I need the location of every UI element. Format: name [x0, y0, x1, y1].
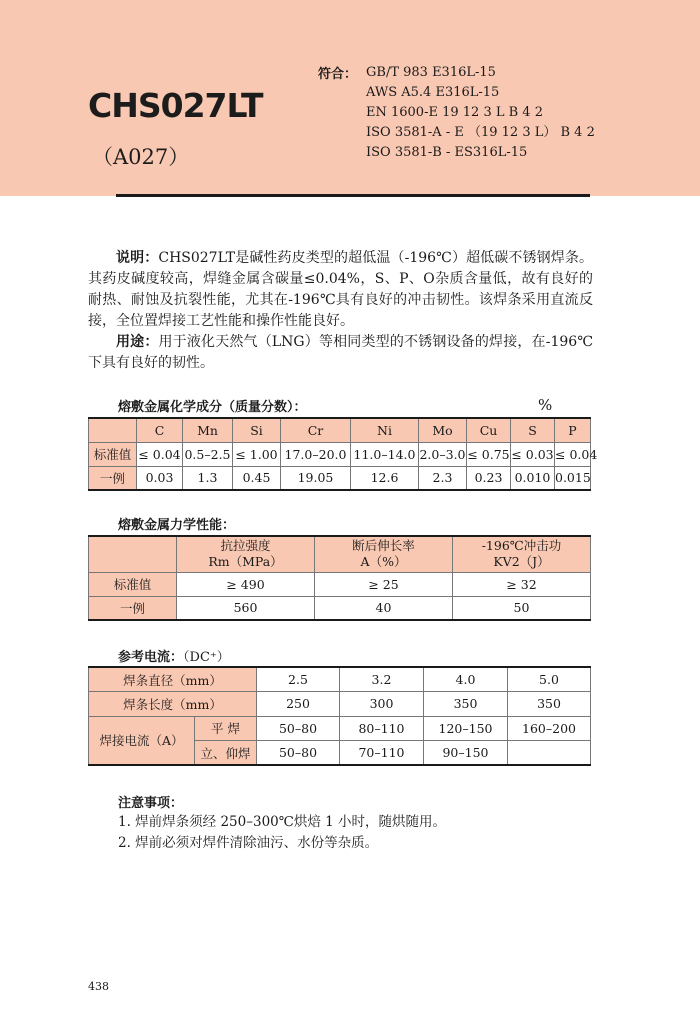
- standards-list: [366, 63, 595, 163]
- table-cell: ≥ 25: [315, 572, 453, 596]
- impact-header: [453, 536, 591, 572]
- element-header: S: [511, 418, 555, 442]
- table-row: [89, 692, 591, 717]
- mechanical-corner: [89, 536, 177, 572]
- table-cell: 300: [340, 692, 424, 717]
- current-unit: （DC⁺）: [183, 650, 230, 665]
- table-cell: 50–80: [257, 741, 340, 766]
- mechanical-header-row: [89, 536, 591, 572]
- current-title: [118, 646, 230, 665]
- table-cell: 80–110: [340, 716, 424, 741]
- current-label: 焊接电流（A）: [89, 716, 195, 765]
- element-header: Cr: [281, 418, 351, 442]
- standard-item: ISO 3581-B - ES316L-15: [366, 145, 528, 160]
- notes-title: 注意事项：: [118, 796, 184, 811]
- header-line: 抗拉强度: [220, 538, 271, 554]
- table-cell: [508, 741, 591, 766]
- row-label: 标准值: [89, 572, 177, 596]
- header-line: -196℃冲击功: [481, 538, 562, 554]
- usage-label: 用途：: [116, 334, 159, 350]
- element-header: Cu: [467, 418, 511, 442]
- table-cell: 350: [424, 692, 508, 717]
- chemical-corner: [89, 418, 137, 442]
- elongation-header: [315, 536, 453, 572]
- note-item: 1. 焊前焊条须经 250–300℃烘焙 1 小时，随烘随用。: [118, 814, 447, 830]
- element-header: C: [137, 418, 183, 442]
- table-cell: 0.23: [467, 466, 511, 490]
- table-cell: ≥ 32: [453, 572, 591, 596]
- table-cell: 2.0–3.0: [419, 442, 467, 466]
- table-cell: 3.2: [340, 667, 424, 692]
- product-alias: （A027）: [92, 145, 190, 169]
- table-cell: 50–80: [257, 716, 340, 741]
- usage-text: 用于液化天然气（LNG）等相同类型的不锈钢设备的焊接，在-196℃下具有良好的韧性。: [88, 334, 593, 371]
- standard-item: ISO 3581-A - E （19 12 3 L） B 4 2: [366, 125, 595, 140]
- table-row: [89, 716, 591, 741]
- table-cell: ≤ 0.75: [467, 442, 511, 466]
- row-label: 一例: [89, 596, 177, 620]
- table-cell: ≥ 490: [177, 572, 315, 596]
- element-header: Mo: [419, 418, 467, 442]
- table-cell: 4.0: [424, 667, 508, 692]
- row-label: 一例: [89, 466, 137, 490]
- notes-list: [118, 812, 446, 854]
- element-header: P: [555, 418, 591, 442]
- table-cell: 2.3: [419, 466, 467, 490]
- table-cell: ≤ 0.03: [511, 442, 555, 466]
- table-cell: 11.0–14.0: [351, 442, 419, 466]
- chemical-unit: %: [538, 396, 553, 414]
- table-row: [89, 466, 591, 490]
- length-label: 焊条长度（mm）: [89, 692, 257, 717]
- table-cell: 120–150: [424, 716, 508, 741]
- product-code: CHS027LT: [88, 86, 263, 125]
- header-line: KV2（J）: [493, 554, 550, 570]
- element-header: Mn: [183, 418, 233, 442]
- mechanical-title: 熔敷金属力学性能：: [118, 518, 236, 533]
- standard-item: AWS A5.4 E316L-15: [366, 85, 500, 100]
- table-cell: 70–110: [340, 741, 424, 766]
- header-line: A（%）: [360, 554, 407, 570]
- table-row: [89, 572, 591, 596]
- row-label: 标准值: [89, 442, 137, 466]
- description-text: CHS027LT是碱性药皮类型的超低温（-196℃）超低碳不锈钢焊条。其药皮碱度较高，焊缝金属含碳量≤0.04%，S、P、O杂质含量低，故有良好的耐热、耐蚀及抗裂性能，尤其在-196℃具有良好的冲击韧性。该焊条采用直流反接，全位置焊接工艺性能和操作性能良好。: [88, 250, 594, 329]
- mechanical-table: [88, 535, 591, 621]
- chemical-table: [88, 417, 598, 491]
- table-cell: ≤ 0.04: [137, 442, 183, 466]
- current-title-text: 参考电流：: [118, 650, 184, 665]
- chemical-title: 熔敷金属化学成分（质量分数）：: [118, 400, 307, 415]
- standard-item: GB/T 983 E316L-15: [366, 65, 496, 80]
- table-cell: 90–150: [424, 741, 508, 766]
- table-cell: 350: [508, 692, 591, 717]
- table-cell: 160–200: [508, 716, 591, 741]
- table-cell: 50: [453, 596, 591, 620]
- position-label: 平 焊: [195, 716, 257, 741]
- header-line: Rm（MPa）: [208, 554, 283, 570]
- table-cell: 19.05: [281, 466, 351, 490]
- table-cell: 0.45: [233, 466, 281, 490]
- table-cell: 0.015: [555, 466, 591, 490]
- standards-label: 符合：: [318, 67, 358, 82]
- diameter-label: 焊条直径（mm）: [89, 667, 257, 692]
- table-cell: 12.6: [351, 466, 419, 490]
- current-table: [88, 666, 591, 766]
- table-row: [89, 596, 591, 620]
- table-cell: ≤ 0.04: [555, 442, 591, 466]
- table-cell: 0.5–2.5: [183, 442, 233, 466]
- table-cell: 0.010: [511, 466, 555, 490]
- header-divider: [116, 194, 590, 197]
- table-cell: 1.3: [183, 466, 233, 490]
- description-paragraph: [88, 248, 593, 332]
- description-label: 说明：: [116, 250, 159, 266]
- usage-paragraph: [88, 332, 593, 374]
- table-cell: 0.03: [137, 466, 183, 490]
- chemical-header-row: [89, 418, 591, 442]
- table-cell: 5.0: [508, 667, 591, 692]
- table-cell: ≤ 1.00: [233, 442, 281, 466]
- element-header: Si: [233, 418, 281, 442]
- table-cell: 2.5: [257, 667, 340, 692]
- element-header: Ni: [351, 418, 419, 442]
- table-row: [89, 442, 591, 466]
- table-row: [89, 667, 591, 692]
- table-cell: 250: [257, 692, 340, 717]
- standard-item: EN 1600-E 19 12 3 L B 4 2: [366, 105, 543, 120]
- page-number: 438: [88, 980, 109, 993]
- tensile-header: [177, 536, 315, 572]
- description-block: [88, 248, 593, 374]
- position-label: 立、仰焊: [195, 741, 257, 766]
- table-cell: 40: [315, 596, 453, 620]
- table-cell: 560: [177, 596, 315, 620]
- header-line: 断后伸长率: [352, 538, 415, 554]
- note-item: 2. 焊前必须对焊件清除油污、水份等杂质。: [118, 835, 379, 851]
- table-cell: 17.0–20.0: [281, 442, 351, 466]
